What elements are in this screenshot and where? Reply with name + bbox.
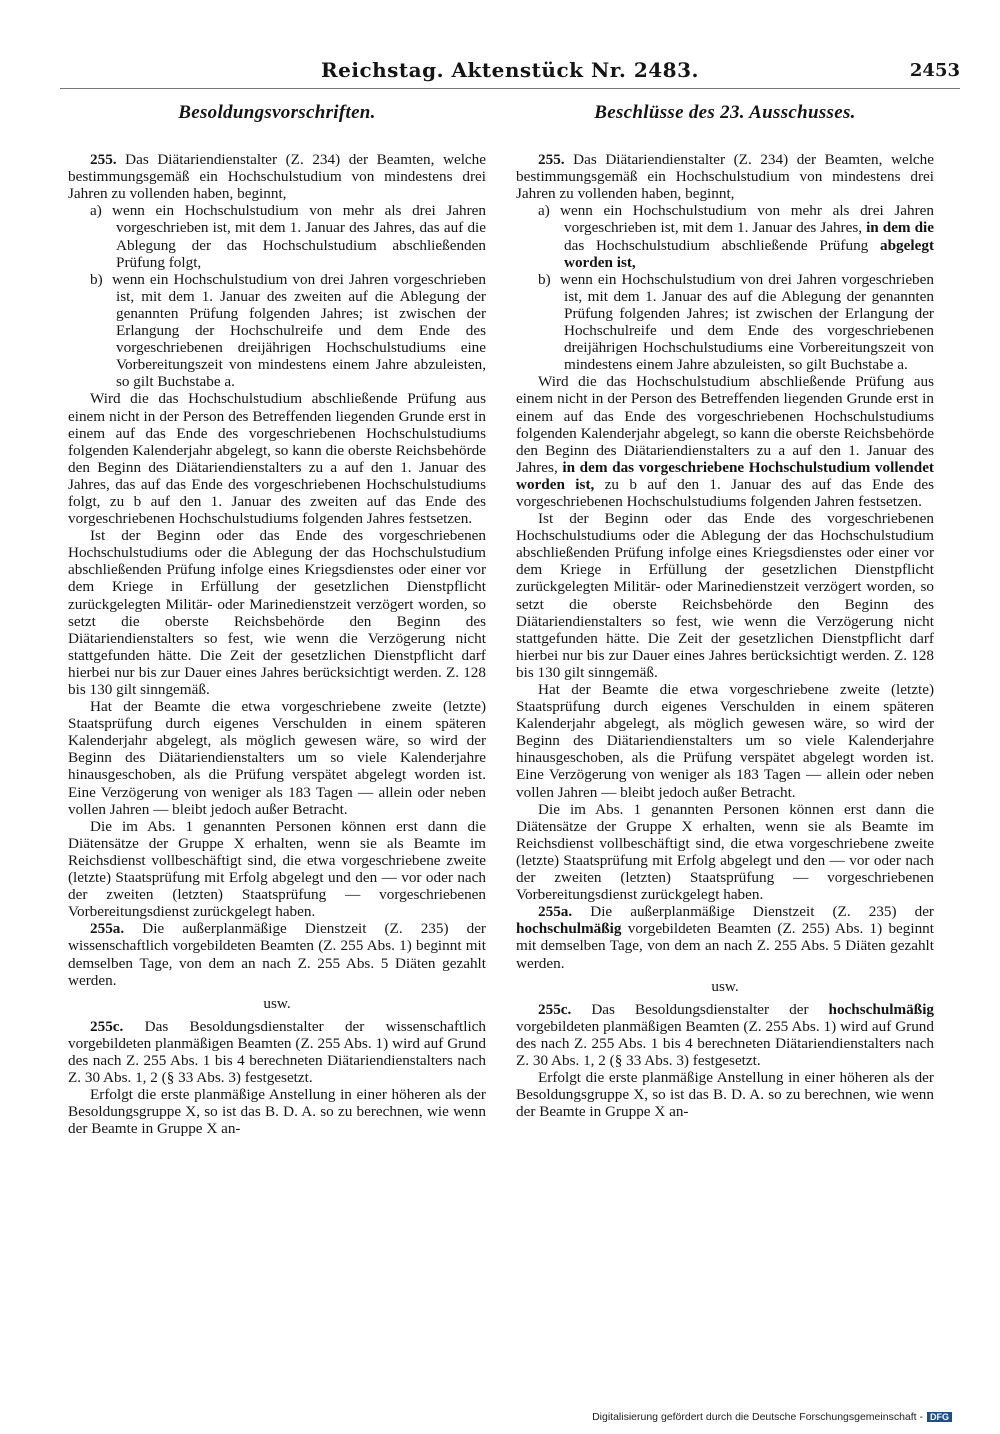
emphasized-text: hochschulmäßig <box>828 1000 935 1018</box>
right-column <box>516 100 934 1120</box>
left-paragraph-8: Erfolgt die erste planmäßige Anstellung in einer höheren als der Besoldungsgruppe X, so ist das B. D. A. so zu berechnen, wie wenn der Beamte in Gruppe X an- <box>68 1086 486 1138</box>
right-paragraph-3: Ist der Beginn oder das Ende des vorgeschriebenen Hochschulstudiums oder die Ablegung der das Hochschulstudium abschließenden Prüfung infolge eines Kriegsdienstes oder einer vor dem Kriege in Erfüllung der gesetzlichen Dienstpflicht zurückgelegten Militär- oder Marinedienstzeit verzögert worden, so setzt die oberste Reichsbehörde den Beginn des Diätariendienstalters so fest, wie wenn die Verzögerung nicht stattgefunden hätte. Die Zeit der gesetzlichen Dienstpflicht darf hierbei nur bis zur Dauer eines Jahres berücksichtigt werden. Z. 128 bis 130 gilt sinngemäß. <box>516 510 934 681</box>
dfg-logo: DFG <box>927 1412 952 1422</box>
section-number: 255c. <box>538 1000 572 1018</box>
emphasized-text: in dem die <box>866 219 934 237</box>
left-paragraph-255 <box>68 151 486 202</box>
emphasized-text: abgelegt worden ist, <box>564 236 935 271</box>
emphasized-text: in dem das vorgeschriebene Hochschulstudium vollendet worden ist, <box>516 458 934 493</box>
left-column-heading: Besoldungsvorschriften. <box>178 102 376 123</box>
left-item-b <box>90 271 486 391</box>
item-text: wenn ein Hochschulstudium von drei Jahren vorgeschrieben ist, mit dem 1. Januar des zweiten auf die Ablegung der genannten Prüfung folgenden Jahres; ist zwischen der Erlangung der Hochschulreife und dem Ende des vorgeschriebenen dreijährigen Hochschulstudiums eine Vorbereitungszeit von mindestens einem Jahre abzuleisten, so gilt Buchstabe a. <box>112 270 486 391</box>
left-paragraph-3: Ist der Beginn oder das Ende des vorgeschriebenen Hochschulstudiums oder die Ablegung der das Hochschulstudium abschließenden Prüfung infolge eines Kriegsdienstes oder einer vor dem Kriege in Erfüllung der gesetzlichen Dienstpflicht zurückgelegten Militär- oder Marinedienstzeit verzögert worden, so setzt die oberste Reichsbehörde den Beginn des Diätariendienstalters so fest, wie wenn die Verzögerung nicht stattgefunden hätte. Die Zeit der gesetzlichen Dienstpflicht darf hierbei nur bis zur Dauer eines Jahres berücksichtigt werden. Z. 128 bis 130 gilt sinngemäß. <box>68 527 486 698</box>
right-column-heading: Beschlüsse des 23. Ausschusses. <box>594 102 856 123</box>
item-label: b) <box>538 270 551 288</box>
right-usw: usw. <box>711 977 739 995</box>
paragraph-text: vorgebildeten Beamten (Z. 255) Abs. 1) beginnt mit demselben Tage, von dem an nach Z. 255 Abs. 5 Diäten gezahlt werden. <box>516 920 934 972</box>
right-paragraph-4: Hat der Beamte die etwa vorgeschriebene zweite (letzte) Staatsprüfung durch eigenes Verschulden in einem späteren Kalenderjahr abgelegt, als möglich gewesen wäre, so wird der Beginn des Diätariendienstalters um so viele Kalenderjahre hinausgeschoben, als die Prüfung verspätet abgelegt worden ist. Eine Verzögerung von weniger als 183 Tagen — allein oder neben vollen Jahren — bleibt jedoch außer Betracht. <box>516 681 934 801</box>
left-paragraph-4: Hat der Beamte die etwa vorgeschriebene zweite (letzte) Staatsprüfung durch eigenes Verschulden in einem späteren Kalenderjahr abgelegt, als möglich gewesen wäre, so wird der Beginn des Diätariendienstalters um so viele Kalenderjahre hinausgeschoben, als die Prüfung verspätet abgelegt worden ist. Eine Verzögerung von weniger als 183 Tagen — allein oder neben vollen Jahren — bleibt jedoch außer Betracht. <box>68 698 486 818</box>
paragraph-text: vorgebildeten planmäßigen Beamten (Z. 255 Abs. 1) wird auf Grund des nach Z. 255 Abs. 1 bis 4 berechneten Diätariendienstalters nach Z. 30 Abs. 1, 2 (§ 33 Abs. 3) festgesetzt. <box>516 1017 934 1069</box>
section-number: 255a. <box>538 903 573 921</box>
left-usw: usw. <box>263 994 291 1012</box>
item-text: wenn ein Hochschulstudium von mehr als drei Jahren vorgeschrieben ist, mit dem 1. Januar des Jahres, das auf die Ablegung der das Hochschulstudium abschließenden Prüfung folgt, <box>112 202 486 271</box>
emphasized-text: hochschulmäßig <box>516 920 622 938</box>
paragraph-text: Das Besoldungsdienstalter der wissenschaftlich vorgebildeten planmäßigen Beamten (Z. 255 Abs. 1) wird auf Grund des nach Z. 255 Abs. 1 bis 4 berechneten Diätariendienstalters nach Z. 30 Abs. 1, 2 (§ 33 Abs. 3) festgesetzt. <box>68 1017 487 1087</box>
left-column <box>68 100 486 1137</box>
left-paragraph-2: Wird die das Hochschulstudium abschließende Prüfung aus einem nicht in der Person des Betreffenden liegenden Grunde erst in einem auf das Ende des vorgeschriebenen Hochschulstudiums folgenden Kalenderjahr abgelegt, so kann die oberste Reichsbehörde den Beginn des Diätariendienstalters zu a auf den 1. Januar des Jahres, das auf das Ende des vorgeschriebenen Hochschulstudiums folgt, zu b auf den 1. Januar des zweiten auf das Ende des vorgeschriebenen Hochschulstudiums folgenden Jahres festsetzen. <box>68 390 486 528</box>
right-paragraph-255a <box>516 903 934 971</box>
left-paragraph-255a <box>68 920 486 988</box>
left-paragraph-5: Die im Abs. 1 genannten Personen können erst dann die Diätensätze der Gruppe X erhalten, wenn sie als Beamte im Reichsdienst vollbeschäftigt sind, die etwa vorgeschriebene zweite (letzte) Staatsprüfung mit Erfolg abgelegt und den — vor oder nach der zweiten (letzten) Staatsprüfung — vorgeschriebenen Vorbereitungsdienst zurückgelegt haben. <box>68 817 486 921</box>
footer-text: Digitalisierung gefördert durch die Deutsche Forschungsgemeinschaft - <box>592 1411 923 1423</box>
section-number: 255. <box>538 151 565 169</box>
paragraph-text: Das Diätariendienstalter (Z. 234) der Beamten, welche bestimmungsgemäß ein Hochschulstudium von mindestens drei Jahren zu vollenden haben, beginnt, <box>516 151 934 203</box>
right-paragraph-2 <box>516 373 934 510</box>
section-number: 255a. <box>90 920 125 938</box>
right-item-a <box>538 202 934 270</box>
section-number: 255. <box>90 151 117 169</box>
paragraph-text: Wird die das Hochschulstudium abschließende Prüfung aus einem nicht in der Person des Betreffenden liegenden Grunde erst in einem auf das Ende des vorgeschriebenen Hochschulstudiums folgenden Kalenderjahr abgelegt, so kann die oberste Reichsbehörde den Beginn des Diätariendienstalters zu a auf den 1. Januar des Jahres, <box>516 373 934 476</box>
item-label: b) <box>90 270 103 288</box>
paragraph-text: Die außerplanmäßige Dienstzeit (Z. 235) der wissenschaftlich vorgebildeten Beamten (Z. 255 Abs. 1) beginnt mit demselben Tage, von dem an nach Z. 255 Abs. 5 Diäten gezahlt werden. <box>68 920 486 989</box>
digitization-footer <box>592 1411 952 1423</box>
right-paragraph-8: Erfolgt die erste planmäßige Anstellung in einer höheren als der Besoldungsgruppe X, so ist das B. D. A. so zu berechnen, wie wenn der Beamte in Gruppe X an- <box>516 1069 934 1121</box>
item-label: a) <box>90 202 102 220</box>
item-text: wenn ein Hochschulstudium von drei Jahren vorgeschrieben ist, mit dem 1. Januar des auf die Ablegung der genannten Prüfung folgenden Jahres; ist zwischen der Erlangung der Hochschulreife und dem Ende des vorgeschriebenen dreijährigen Hochschulstudiums eine Vorbereitungszeit von mindestens einem Jahre abzuleisten, so gilt Buchstabe a. <box>560 270 934 374</box>
item-label: a) <box>538 202 550 220</box>
item-text: das Hochschulstudium abschließende Prüfung <box>564 236 869 254</box>
page-header <box>60 58 960 89</box>
left-paragraph-255c <box>68 1018 486 1086</box>
page-number: 2453 <box>909 60 960 81</box>
paragraph-text: zu b auf den 1. Januar des auf das Ende des vorgeschriebenen Hochschulstudiums folgenden Jahren festsetzen. <box>516 475 934 510</box>
right-paragraph-255 <box>516 151 934 202</box>
item-text: wenn ein Hochschulstudium von mehr als drei Jahren vorgeschrieben ist, mit dem 1. Januar des Jahres, <box>560 202 934 237</box>
header-title: Reichstag. Aktenstück Nr. 2483. <box>321 58 699 82</box>
right-paragraph-255c <box>516 1001 934 1069</box>
left-item-a <box>90 202 486 270</box>
paragraph-text: Das Besoldungsdienstalter der <box>591 1000 809 1018</box>
right-item-b <box>538 271 934 374</box>
paragraph-text: Das Diätariendienstalter (Z. 234) der Beamten, welche bestimmungsgemäß ein Hochschulstudium von mindestens drei Jahren zu vollenden haben, beginnt, <box>68 151 486 203</box>
right-paragraph-5: Die im Abs. 1 genannten Personen können erst dann die Diätensätze der Gruppe X erhalten, wenn sie als Beamte im Reichsdienst vollbeschäftigt sind, die etwa vorgeschriebene zweite (letzte) Staatsprüfung mit Erfolg abgelegt und den — vor oder nach der zweiten (letzten) Staatsprüfung — vorgeschriebenen Vorbereitungsdienst zurückgelegt haben. <box>516 800 934 904</box>
paragraph-text: Die außerplanmäßige Dienstzeit (Z. 235) der <box>590 903 934 921</box>
section-number: 255c. <box>90 1017 124 1035</box>
